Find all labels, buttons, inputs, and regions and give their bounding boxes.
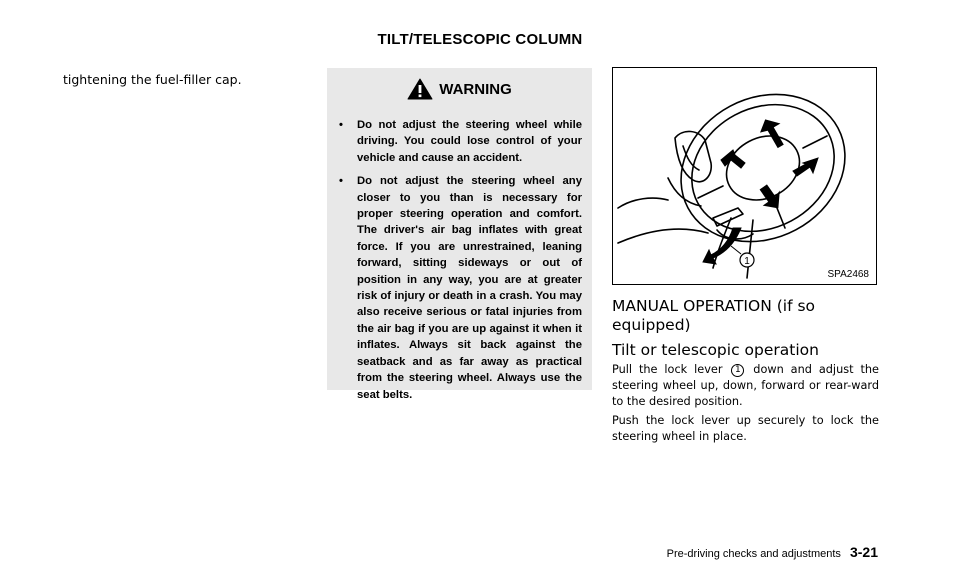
warning-triangle-icon (407, 78, 433, 100)
figure-callout: 1 (744, 256, 750, 267)
bullet: • (339, 119, 343, 131)
warning-item-text: Do not adjust the steering wheel while driving. You could lose control of your vehicle and cause an accident. (357, 119, 582, 164)
warning-list (327, 107, 592, 403)
tilt-telescopic-heading: Tilt or telescopic operation (612, 341, 819, 359)
warning-item (337, 117, 582, 166)
warning-header (327, 68, 592, 107)
bullet: • (339, 175, 343, 188)
warning-item (337, 173, 582, 403)
page-footer (667, 544, 878, 560)
callout-number: 1 (731, 364, 744, 377)
steering-wheel-illustration (613, 68, 875, 283)
para1-after: down and adjust the steering wheel up, down, forward or rear-ward to the desired position. (612, 363, 879, 409)
paragraph-push-lever: Push the lock lever up securely to lock the steering wheel in place. (612, 414, 879, 444)
warning-box (327, 68, 592, 401)
footer-chapter: Pre-driving checks and adjustments (666, 548, 841, 560)
paragraph-pull-lever (612, 362, 879, 411)
warning-label: WARNING (439, 80, 512, 98)
figure-code: SPA2468 (827, 269, 869, 280)
section-title: TILT/TELESCOPIC COLUMN (377, 31, 583, 48)
manual-operation-heading: MANUAL OPERATION (if so equipped) (612, 297, 816, 334)
lead-text: tightening the fuel-filler cap. (63, 72, 242, 87)
page-number: 3-21 (849, 544, 878, 560)
para1-before: Pull the lock lever (612, 363, 723, 376)
steering-figure (612, 67, 877, 285)
warning-item-text: Do not adjust the steering wheel any closer to you than is necessary for proper steering operation and comfort. The driver's air bag inflates with great force. If you are unrestrained, leaning forward, sitting sideways or out of position in any way, you are at greater risk of injury or death in a crash. You may also receive serious or fatal injuries from the air bag if you are up against it when it inflates. Always sit back against the seatback and as far away as practical from the steering wheel. Always use the seat belts. (357, 175, 582, 401)
